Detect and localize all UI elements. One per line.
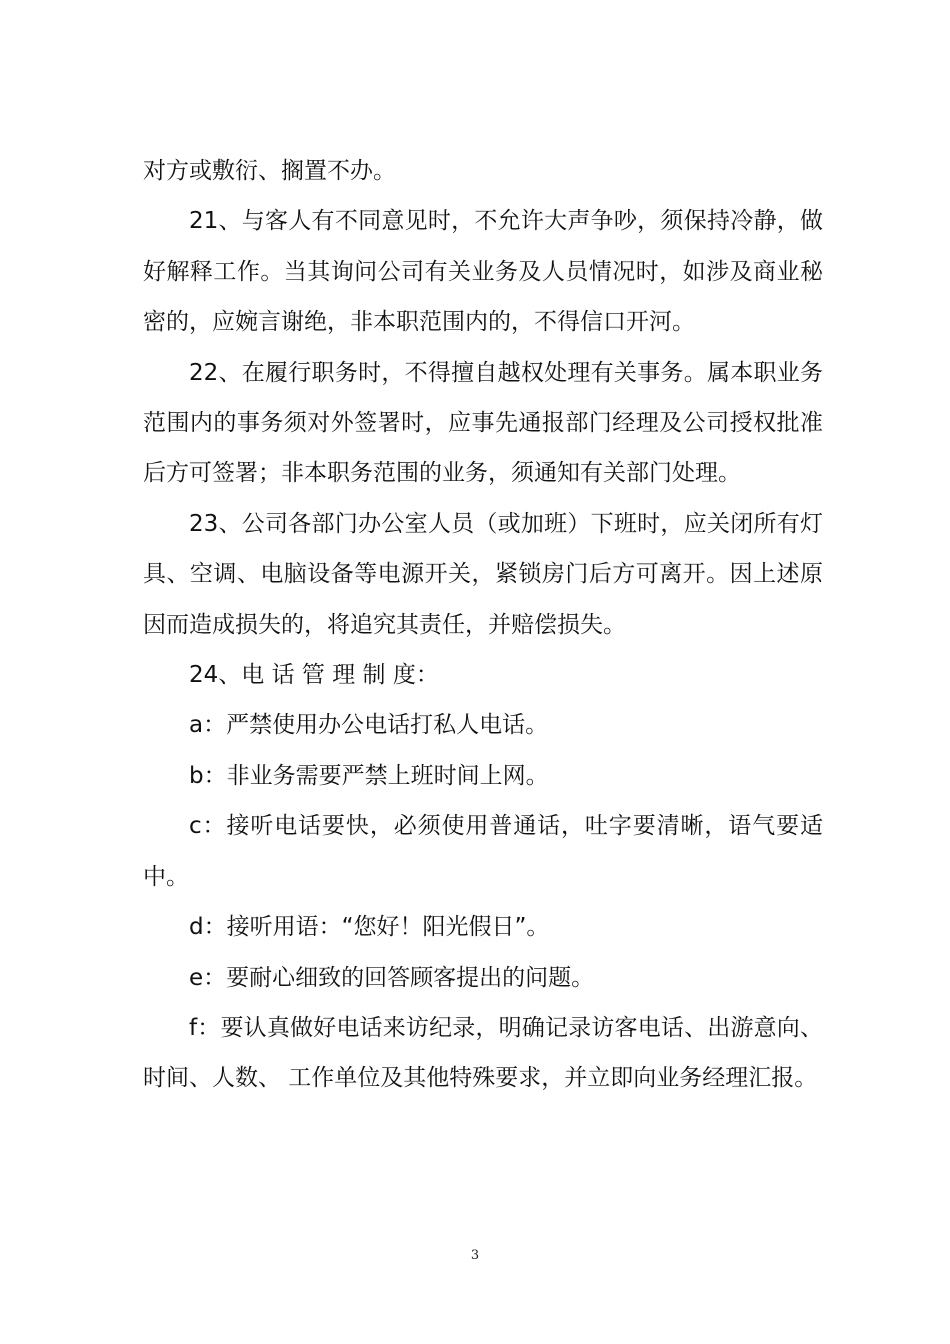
- paragraph-item-22: 22、在履行职务时，不得擅自越权处理有关事务。属本职业务范围内的事务须对外签署时，应事先通报部门经理及公司授权批准后方可签署；非本职务范围的业务，须通知有关部门处理。: [143, 359, 823, 487]
- paragraph-item-23: 23、公司各部门办公室人员（或加班）下班时，应关闭所有灯具、空调、电脑设备等电源开关，紧锁房门后方可离开。因上述原因而造成损失的，将追究其责任，并赔偿损失。: [143, 510, 823, 638]
- paragraph-sub-f: f：要认真做好电话来访纪录，明确记录访客电话、出游意向、时间、人数、 工作单位及其他特殊要求，并立即向业务经理汇报。: [143, 1014, 823, 1092]
- document-body: [143, 146, 823, 1104]
- paragraph-sub-a: a：严禁使用办公电话打私人电话。: [189, 712, 549, 739]
- paragraph-item-21: 21、与客人有不同意见时，不允许大声争吵，须保持冷静，做好解释工作。当其询问公司有关业务及人员情况时，如涉及商业秘密的，应婉言谢绝，非本职范围内的，不得信口开河。: [143, 208, 823, 336]
- paragraph-continuation: 对方或敷衍、搁置不办。: [143, 158, 396, 184]
- page-number: 3: [470, 1248, 480, 1263]
- paragraph-sub-c: c：接听电话要快，必须使用普通话，吐字要清晰，语气要适中。: [143, 813, 823, 890]
- paragraph-sub-d: d：接听用语：“您好！阳光假日”。: [189, 914, 550, 941]
- paragraph-sub-b: b：非业务需要严禁上班时间上网。: [189, 762, 549, 789]
- paragraph-sub-e: e：要耐心细致的回答顾客提出的问题。: [189, 964, 595, 991]
- paragraph-item-24-heading: 24、电 话 管 理 制 度：: [189, 662, 439, 689]
